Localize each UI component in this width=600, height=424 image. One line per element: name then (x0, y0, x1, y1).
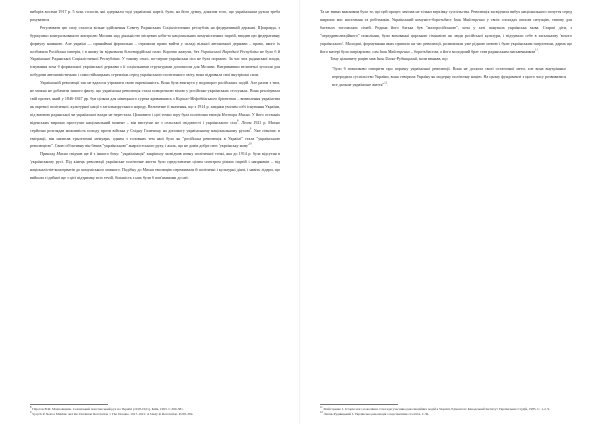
footnote-ref: 8 (236, 119, 239, 123)
footnote-number: 9 (30, 411, 32, 415)
page-gutter (299, 0, 300, 424)
block-quote (320, 65, 572, 89)
italic-name: Кирило-Мефодіївського братства (175, 95, 236, 101)
footnote-text: Майстренко І. Історія мого покоління. Спогади учасника революційних подій в Україні. Едмонтон: Канадський Інститут Українських Студій, 1985. С. 1-2, 9. (322, 407, 550, 411)
paragraph (320, 55, 572, 63)
text-run: Приклад (40, 151, 57, 157)
text-run: . (251, 143, 253, 149)
italic-name: Української Народної Республіки (200, 48, 259, 54)
italic-name: Іван Майстренко (379, 48, 410, 54)
paragraph (30, 79, 280, 150)
footnote-ref: 12 (384, 81, 387, 85)
footnote-text: Лисяк-Рудницький І. Українська революція з перспективи століття. С.39. (322, 412, 430, 417)
footnote-text: Syrych P. Nestor Makhno and the Ukrainian Revolution // The Ukraine, 1917-1921: A Study in Revolution. P.295-304. (31, 412, 194, 417)
text-run: еволюцію переживали й політичні і культурні діячі, і навіть лідери, що вийшли з ідейної ще з цієї підтримку всіх течій, більшість з них були б пов'язаними до неї. (30, 167, 280, 181)
italic-name: Нестора Махна (221, 111, 250, 117)
text-run: у своїх спогадах описав ситуацію, типову для багатьох тогочасних сімей. Родина його батька був "малоросійською", хоча у хаті панувала українська мова. Старші діти, з "передреволюційного" покоління, були вихованні царською гімназією як люди російської культури, і відчували себе в загальному 'всього українського'. Молодші, формування яких припало на час революції, розмовляли уже рідною мовою і були українським патріотами, дарма що його матері була патріархово, сам (320, 16, 573, 54)
text-run: Та не звини важливим було те, що цей процес зачіпав не тільки верхівку суспільства. Революція засвідчила вибух національного почуття серед ширших мас населення та робітників. Український комуніст-боротьбист (320, 9, 572, 22)
text-run: . Уже пізніше, в еміграції, він написав трьохтомні мемуари, одним з головних тем якої було як "російська революція в Україні" стала "українською революцією". Свою об'єктивну він бачив "українською" анархістського руху, і жаль, що не довів добре своє 'українську мову' (30, 127, 280, 149)
text-run: , коли вважав, що (416, 56, 448, 62)
italic-name: Махна (56, 151, 68, 157)
left-page-footnotes (30, 404, 280, 417)
text-run: "було б помилково говорити про поразку української революції. Вона не досягла своєї остаточної мети, але вона внутрішньо переродила суспільство України, вона створила Україну як модерну політичну націю. На цьому фундаменті з цього часу розвиватися все дальше українське життя" (332, 66, 566, 88)
text-run: свідчив ще й з іншого боку: "українізація" закріпилу засвідчив повну політичної точкі, яка до 1914 р. була відсутня в 'українському русі. Під кінець революції українське політичне життя було представлене цілим спектром різних партій і напрямків – від націоналістів-консерватів до комуніського мовного. Подібну до (30, 151, 280, 173)
footnote-ref: 9 (249, 127, 252, 131)
footnote-rule (320, 404, 398, 405)
left-page-body (30, 8, 280, 182)
footnote (30, 412, 280, 417)
italic-name: Іван Майстренко (453, 16, 485, 22)
text-run: Українській революції так не вдалося утримати свою окремішність. Вона була втягнута у водоворот російських подій. Але разом з тим, не можна не добачити іншого факту, що українська революція стала поворотною віхою у російсько-українських стосунках. Вона реалізувала свій проект, який у 1846-1847 рр. був цілком для німецького гуртка кривившись з (30, 80, 280, 101)
right-page-body (320, 8, 572, 91)
paragraph (320, 8, 572, 55)
footnote-number: 8 (30, 405, 32, 409)
text-run: Регулювати цю силу сталося вільне здійснення Совету Радянських Соціалістичних республік на федеративній державі. Щоправда, з буржуазно контрольованого контролю Москви над діяльністю місцевих ніби-то національних комуністичних партій, вводив цю федеративну формулу наявною. Але україні — принаймні формально – отримали право вийти у складі вільної автономної держави – право, якого їх позбавила Російська імперія, і в якому їм відмовили білогвардійські сили. Коротко кажучи, без (30, 24, 280, 54)
italic-name: Іван Лисяк-Рудницький (376, 56, 417, 62)
text-run: . У його останніх віденських виразно проступає національний момент – він виступає не з сельської свідомості і українського сіла (30, 111, 281, 125)
paragraph (30, 8, 280, 24)
text-run: . (537, 48, 539, 54)
paragraph (30, 24, 280, 79)
footnote-number: 11 (320, 405, 323, 409)
footnote-rule (30, 404, 108, 405)
footnote-text: Пірогов В.Ф. Махновщина. Селянський повстанський рух на Україні (1918-1921). Київ, 1993. С.360-381. (31, 407, 184, 411)
footnote-ref: 10 (248, 143, 252, 147)
footnote (320, 412, 572, 417)
right-page-footnotes (320, 404, 572, 417)
text-run: Тому цілковиту рацію мав (330, 56, 377, 62)
text-run: – визволення українства як окремої політичної, культурної нації з загальноруського народу. Величезне її значення, що з 1914 р. завдяки умілим собі існування України, під вмовою радянської чи української влади не перестала. Цілковито і цієї точки зору була політична емоція (30, 95, 280, 117)
footnote-ref: 11 (535, 48, 538, 52)
italic-name: Махна (142, 167, 154, 173)
paragraph (30, 150, 280, 182)
text-run: не було б й Української Радянської Соціалістичної Республіки. У такому сенсі, по-перше українськи сил не була поразою. За час чих радянської влади, існування хоча б формальної української держави з її соціальними структурами допомогли для Москви. Витримавши величезні зусилля для побудови автономістичних і самостійницьких стремлінь серед українського політичного світу, вона підривала свої внутрішні сили. (30, 48, 281, 78)
footnote-number: 12 (320, 411, 323, 415)
text-run: – боротьбистом, а його молодший брат став радянським письменником (409, 48, 536, 54)
text-run: . Літом 1921 р. Махно серйозно розглядав можливість походу проти війська у Східну Галичину, на допомогу українському національному рухові (30, 119, 281, 133)
text-run: . (387, 82, 389, 88)
quote-text (332, 65, 566, 89)
text-run: виборів восени 1917 р. 5 млн. голосів, які одержали тоді українські партії, були, на його думку, доказом того, що українським рухом треба рахуватися (30, 9, 280, 22)
